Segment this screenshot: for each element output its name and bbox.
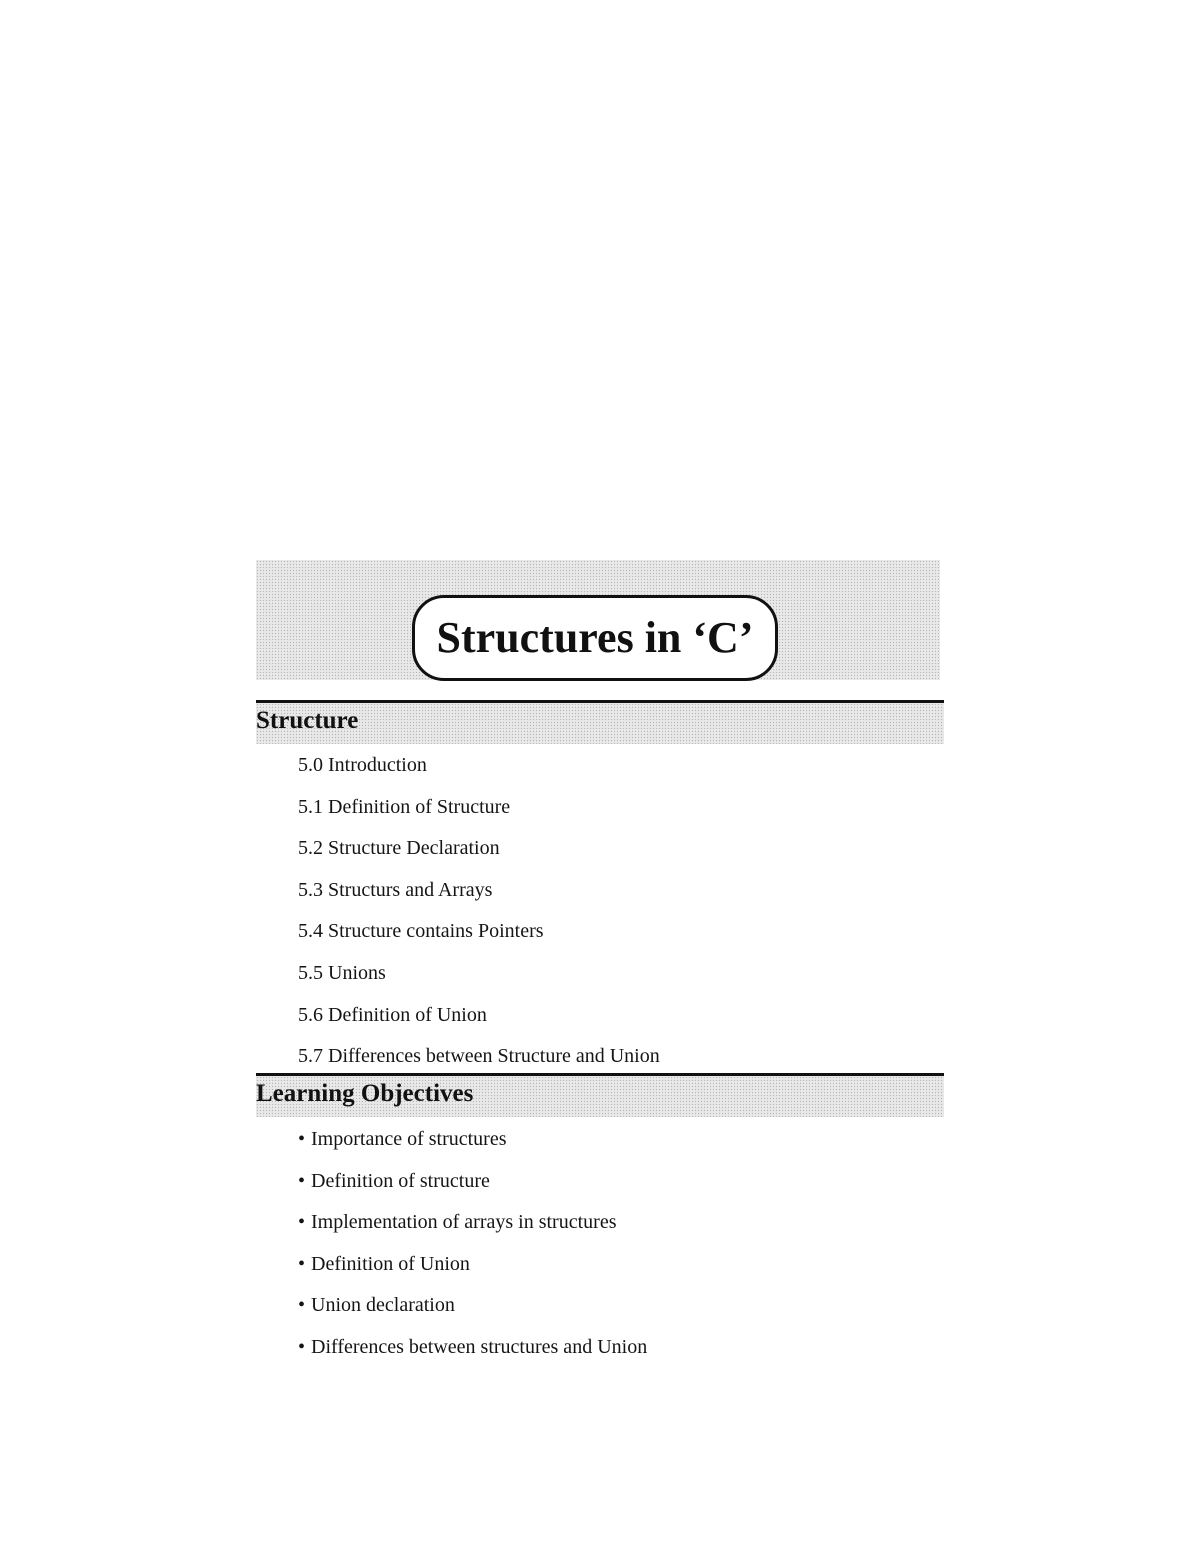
- objective-item: [298, 1249, 647, 1291]
- structure-section-header: [256, 700, 944, 744]
- chapter-title: Structures in ‘C’: [436, 613, 754, 662]
- objective-item: [298, 1166, 647, 1208]
- contents-item: 5.2 Structure Declaration: [298, 837, 500, 860]
- objective-item: [298, 1290, 647, 1332]
- structure-contents-list: [298, 750, 660, 1083]
- objective-text: Union declaration: [311, 1294, 455, 1317]
- contents-item: 5.5 Unions: [298, 961, 386, 984]
- bullet-icon: •: [298, 1169, 306, 1192]
- contents-item: 5.4 Structure contains Pointers: [298, 920, 544, 943]
- objective-item: [298, 1332, 647, 1374]
- learning-objectives-section-header: [256, 1073, 944, 1117]
- objective-text: Implementation of arrays in structures: [311, 1211, 617, 1234]
- contents-item: 5.6 Definition of Union: [298, 1003, 487, 1026]
- contents-item: 5.1 Definition of Structure: [298, 795, 511, 818]
- bullet-icon: •: [298, 1128, 306, 1150]
- objective-text: Definition of structure: [311, 1169, 490, 1192]
- objective-item: [298, 1207, 647, 1249]
- learning-objectives-list: [298, 1124, 647, 1374]
- contents-item: 5.0 Introduction: [298, 754, 427, 776]
- contents-item: 5.7 Differences between Structure and Union: [298, 1045, 660, 1068]
- objective-text: Importance of structures: [311, 1128, 507, 1150]
- objective-text: Definition of Union: [311, 1252, 470, 1275]
- bullet-icon: •: [298, 1252, 306, 1275]
- objective-text: Differences between structures and Union: [311, 1335, 648, 1358]
- learning-objectives-heading: Learning Objectives: [256, 1080, 474, 1107]
- contents-item: 5.3 Structurs and Arrays: [298, 878, 493, 901]
- bullet-icon: •: [298, 1335, 306, 1358]
- bullet-icon: •: [298, 1211, 306, 1234]
- objective-item: [298, 1124, 647, 1166]
- structure-heading: Structure: [256, 707, 359, 734]
- bullet-icon: •: [298, 1294, 306, 1317]
